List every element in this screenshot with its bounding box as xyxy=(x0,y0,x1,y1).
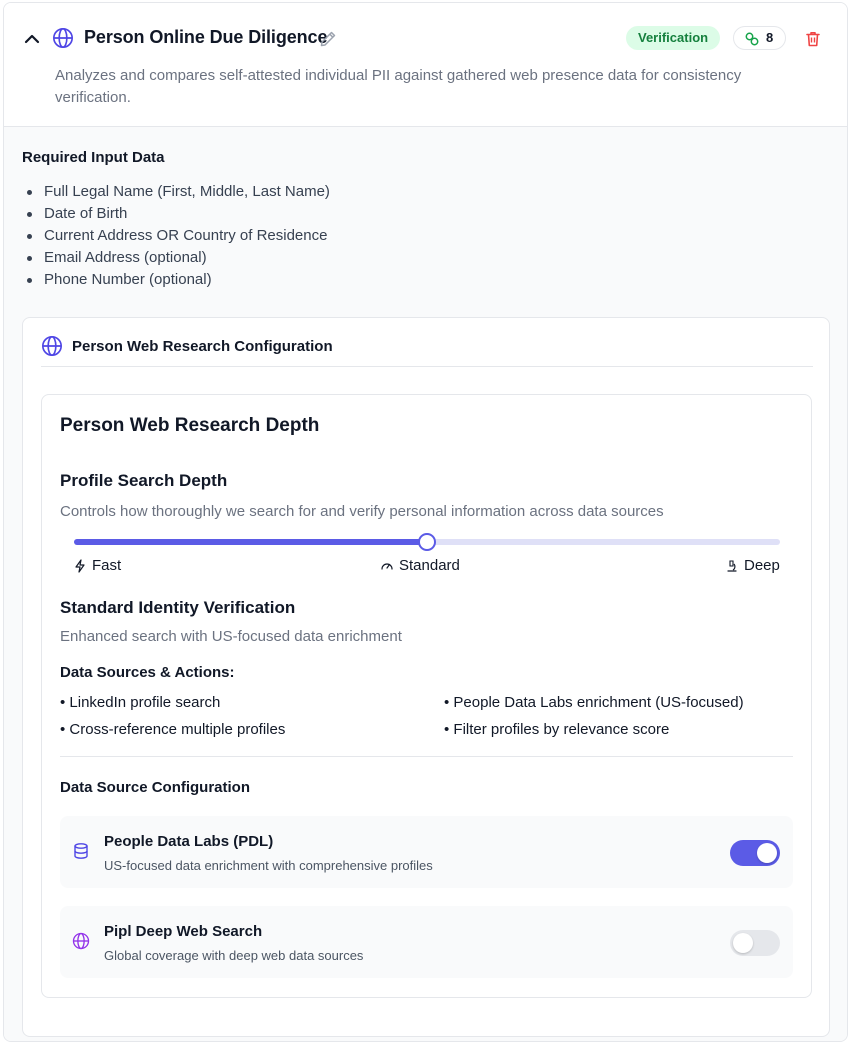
trash-icon[interactable] xyxy=(803,29,823,49)
list-item: Date of Birth xyxy=(26,203,330,225)
count-value: 8 xyxy=(766,30,774,45)
source-description: US-focused data enrichment with comprehensive profiles xyxy=(104,858,433,873)
level-deep[interactable] xyxy=(725,557,780,574)
globe-icon xyxy=(52,27,74,49)
list-item: Email Address (optional) xyxy=(26,247,330,269)
gauge-icon xyxy=(380,559,394,573)
level-standard[interactable] xyxy=(380,557,460,574)
profile-search-depth-title: Profile Search Depth xyxy=(60,471,228,490)
divider xyxy=(41,366,813,367)
source-description: Global coverage with deep web data sources xyxy=(104,948,364,963)
level-label: Standard xyxy=(399,557,460,574)
pdl-toggle[interactable] xyxy=(730,840,780,866)
action-item: • Cross-reference multiple profiles xyxy=(60,721,286,738)
card-body xyxy=(4,127,848,1042)
card-title: Person Online Due Diligence xyxy=(84,27,328,47)
due-diligence-card xyxy=(3,2,848,1042)
profile-search-depth-description: Controls how thoroughly we search for and verify personal information across data sources xyxy=(60,503,664,520)
globe-icon xyxy=(72,932,90,950)
depth-slider[interactable] xyxy=(74,539,780,545)
depth-title: Person Web Research Depth xyxy=(60,415,320,436)
category-badge: Verification xyxy=(626,26,720,50)
edit-pencil-icon[interactable] xyxy=(318,29,338,49)
toggle-knob xyxy=(733,933,753,953)
actions-title: Data Sources & Actions: xyxy=(60,664,235,681)
source-row-pdl xyxy=(60,816,793,888)
list-item: Current Address OR Country of Residence xyxy=(26,225,330,247)
source-config-title: Data Source Configuration xyxy=(60,779,251,796)
database-icon xyxy=(72,842,90,860)
list-item: Full Legal Name (First, Middle, Last Name) xyxy=(26,181,330,203)
slider-fill xyxy=(74,539,427,545)
action-item: • People Data Labs enrichment (US-focused) xyxy=(444,694,744,711)
slider-thumb[interactable] xyxy=(418,533,436,551)
level-label: Deep xyxy=(744,557,780,574)
action-item: • LinkedIn profile search xyxy=(60,694,221,711)
lightning-icon xyxy=(73,559,87,573)
level-fast[interactable] xyxy=(73,557,121,574)
globe-icon xyxy=(41,335,63,357)
source-name: Pipl Deep Web Search xyxy=(104,923,263,940)
mode-title: Standard Identity Verification xyxy=(60,598,296,617)
config-title: Person Web Research Configuration xyxy=(72,338,333,355)
action-item: • Filter profiles by relevance score xyxy=(444,721,670,738)
research-config-panel xyxy=(22,317,830,1037)
level-label: Fast xyxy=(92,557,122,574)
required-input-list xyxy=(26,181,330,291)
divider xyxy=(60,756,793,757)
source-row-pipl xyxy=(60,906,793,978)
required-input-title: Required Input Data xyxy=(22,149,165,166)
research-depth-panel xyxy=(41,394,812,998)
source-name: People Data Labs (PDL) xyxy=(104,833,274,850)
mode-description: Enhanced search with US-focused data enrichment xyxy=(60,628,402,645)
toggle-knob xyxy=(757,843,777,863)
list-item: Phone Number (optional) xyxy=(26,269,330,291)
card-description: Analyzes and compares self-attested individual PII against gathered web presence data for consistency verification. xyxy=(55,67,742,106)
card-header xyxy=(4,3,848,127)
linked-count-badge[interactable] xyxy=(733,26,786,50)
link-icon xyxy=(744,31,760,47)
microscope-icon xyxy=(725,559,739,573)
pipl-toggle[interactable] xyxy=(730,930,780,956)
chevron-up-icon[interactable] xyxy=(22,29,42,49)
